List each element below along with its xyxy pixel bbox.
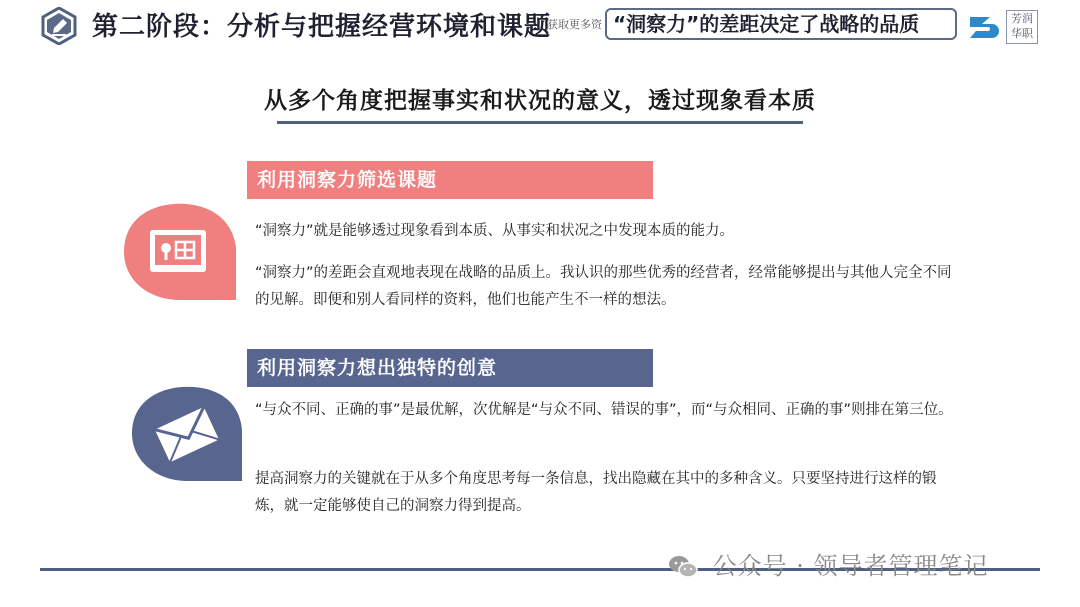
brand-text: 芳润华职 xyxy=(1006,10,1038,44)
section-1-banner: 利用洞察力筛选课题 xyxy=(247,161,653,199)
section-1-paragraph-1: “洞察力”就是能够透过现象看到本质、从事实和状况之中发现本质的能力。 xyxy=(255,223,735,239)
brand-mark-icon xyxy=(968,14,1000,40)
section-1-paragraph-2: “洞察力”的差距会直观地表现在战略的品质上。我认识的那些优秀的经营者，经常能够提出与其他人完全不同的见解。即便和别人看同样的资料，他们也能产生不一样的想法。 xyxy=(255,265,952,308)
overlay-text: 获取更多资 xyxy=(547,18,602,31)
section-2-banner: 利用洞察力想出独特的创意 xyxy=(247,349,653,387)
section-2-icon-badge xyxy=(130,385,248,485)
subtitle-box: “洞察力”的差距决定了战略的品质 xyxy=(605,8,957,40)
wechat-icon xyxy=(668,554,698,580)
bank-card-icon xyxy=(150,230,206,272)
pencil-icon xyxy=(40,7,78,45)
section-1-icon-badge xyxy=(122,200,240,304)
watermark xyxy=(668,546,989,581)
section-heading: 从多个角度把握事实和状况的意义，透过现象看本质 xyxy=(264,88,816,114)
header-bar xyxy=(0,0,1080,50)
section-2-paragraph-2: 提高洞察力的关键就在于从多个角度思考每一条信息，找出隐藏在其中的多种含义。只要坚持进行这样的锻炼，就一定能够使自己的洞察力得到提高。 xyxy=(255,471,937,514)
main-title: 第二阶段：分析与把握经营环境和课题 xyxy=(92,12,552,42)
heading-divider xyxy=(277,121,803,124)
section-2-paragraph-1: “与众不同、正确的事”是最优解，次优解是“与众不同、错误的事”，而“与众相同、正确的事”则排在第三位。 xyxy=(255,402,953,418)
brand-logo xyxy=(968,10,1040,44)
watermark-text: 公众号 · 领导者管理笔记 xyxy=(712,552,989,580)
